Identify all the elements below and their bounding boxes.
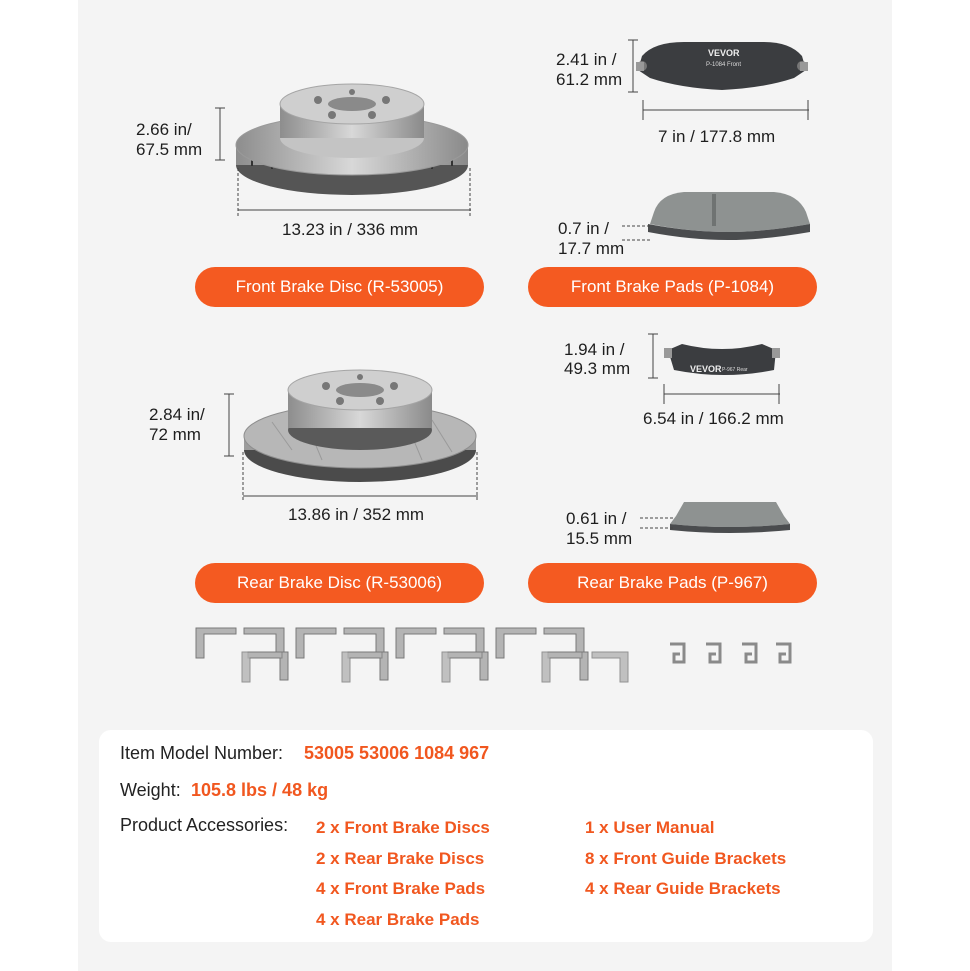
front-pad-thickness-bracket — [622, 222, 652, 242]
rear-disc-diameter: 13.86 in / 352 mm — [288, 505, 425, 524]
accessories-label: Product Accessories: — [120, 815, 289, 835]
rear-brake-pad-image — [664, 340, 780, 382]
front-pad-length-bracket — [643, 100, 809, 120]
front-pad-thickness-mm: 17.7 mm — [558, 239, 625, 258]
rear-pad-length-bracket — [664, 384, 780, 404]
accessory-item: 2 x Rear Brake Discs — [316, 849, 485, 868]
front-disc-height-in: 2.66 in/ — [136, 120, 192, 139]
rear-brake-pads-label: Rear Brake Pads (P-967) — [528, 563, 817, 603]
front-brake-pads-label: Front Brake Pads (P-1084) — [528, 267, 817, 307]
model-number-label: Item Model Number: — [120, 743, 284, 763]
accessory-item: 8 x Front Guide Brackets — [585, 849, 787, 868]
front-pad-length: 7 in / 177.8 mm — [658, 127, 776, 146]
front-pad-height-in: 2.41 in / — [556, 50, 617, 69]
rear-disc-height-in: 2.84 in/ — [149, 405, 205, 424]
accessory-item: 4 x Front Brake Pads — [316, 879, 486, 898]
front-disc-height-mm: 67.5 mm — [136, 140, 203, 159]
rear-pad-length: 6.54 in / 166.2 mm — [643, 409, 784, 428]
front-disc-diameter-bracket — [238, 168, 471, 216]
rear-disc-height-bracket — [224, 394, 234, 456]
rear-brake-pad-side-image — [668, 498, 792, 536]
accessory-item: 4 x Rear Brake Pads — [316, 910, 480, 929]
front-pad-height-mm: 61.2 mm — [556, 70, 623, 89]
accessory-item: 4 x Rear Guide Brackets — [585, 879, 781, 898]
front-brake-pad-side-image — [644, 188, 814, 240]
accessory-item: 2 x Front Brake Discs — [316, 818, 490, 837]
rear-pad-brand: VEVOR — [690, 364, 722, 374]
rear-disc-height-mm: 72 mm — [149, 425, 201, 444]
rear-guide-brackets-image — [664, 640, 804, 672]
front-disc-diameter: 13.23 in / 336 mm — [282, 220, 419, 239]
rear-pad-thickness-bracket — [640, 516, 674, 530]
rear-pad-height-bracket — [648, 334, 658, 378]
weight-value: 105.8 lbs / 48 kg — [191, 780, 329, 800]
front-pad-code: P-1084 Front — [706, 62, 742, 68]
rear-pad-height-in: 1.94 in / — [564, 340, 625, 359]
weight-label: Weight: — [120, 780, 181, 800]
front-guide-brackets-image — [192, 622, 632, 688]
front-pad-height-bracket — [628, 40, 638, 92]
rear-brake-disc-label: Rear Brake Disc (R-53006) — [195, 563, 484, 603]
rear-pad-code: P-967 Rear — [722, 367, 748, 373]
front-pad-brand: VEVOR — [708, 48, 740, 58]
accessory-item: 1 x User Manual — [585, 818, 715, 837]
model-number-value: 53005 53006 1084 967 — [304, 743, 490, 763]
front-pad-thickness-in: 0.7 in / — [558, 219, 610, 238]
front-brake-disc-label: Front Brake Disc (R-53005) — [195, 267, 484, 307]
front-disc-height-bracket — [215, 108, 225, 160]
rear-pad-height-mm: 49.3 mm — [564, 359, 631, 378]
rear-pad-thickness-mm: 15.5 mm — [566, 529, 633, 548]
rear-pad-thickness-in: 0.61 in / — [566, 509, 627, 528]
rear-disc-diameter-bracket — [243, 452, 478, 502]
